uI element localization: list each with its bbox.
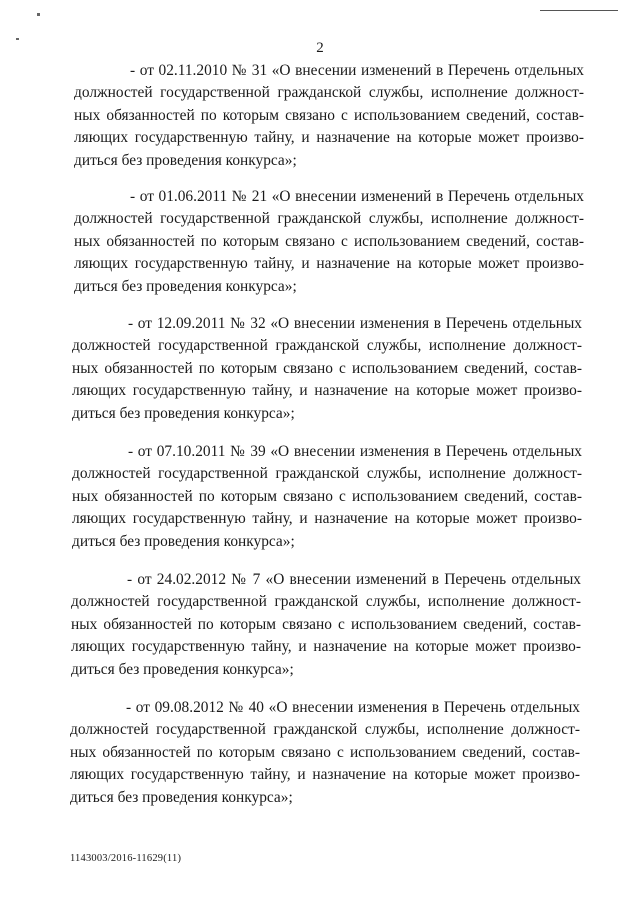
item-first-line: - от 07.10.2011 № 39 «О внесении изменения в Перечень отдельных [128, 443, 582, 460]
item-line: ных обязанностей по которым связано с использованием сведений, состав- [74, 106, 584, 124]
item-line: ных обязанностей по которым связано с использованием сведений, состав- [71, 615, 581, 633]
item-first-line: - от 02.11.2010 № 31 «О внесении изменений в Перечень отдельных [130, 62, 584, 79]
item-line: диться без проведения конкурса»; [71, 660, 294, 678]
item-line: диться без проведения конкурса»; [72, 532, 295, 550]
list-item [72, 313, 582, 425]
item-first-line: - от 01.06.2011 № 21 «О внесении изменений в Перечень отдельных [130, 188, 584, 205]
item-line: диться без проведения конкурса»; [74, 277, 297, 295]
item-line: должностей государственной гражданской службы, исполнение должност- [72, 465, 582, 483]
item-first-line: - от 09.08.2012 № 40 «О внесении изменения в Перечень отдельных [126, 699, 580, 716]
item-line: ных обязанностей по которым связано с использованием сведений, состав- [70, 743, 580, 761]
item-line: ляющих государственную тайну, и назначение на которые может произво- [74, 255, 584, 273]
item-line: ных обязанностей по которым связано с использованием сведений, состав- [74, 232, 584, 250]
item-line: ных обязанностей по которым связано с использованием сведений, состав- [72, 359, 582, 377]
item-line: ляющих государственную тайну, и назначение на которые может произво- [70, 766, 580, 784]
item-line: ляющих государственную тайну, и назначение на которые может произво- [72, 382, 582, 400]
item-line: диться без проведения конкурса»; [74, 151, 297, 169]
item-line: ляющих государственную тайну, и назначение на которые может произво- [71, 638, 581, 656]
item-line: диться без проведения конкурса»; [72, 404, 295, 422]
page-number: 2 [316, 40, 324, 56]
list-item [72, 441, 582, 553]
item-line: диться без проведения конкурса»; [70, 788, 293, 806]
list-item [74, 186, 584, 298]
list-item [74, 60, 584, 172]
item-first-line: - от 24.02.2012 № 7 «О внесении изменений в Перечень отдельных [127, 571, 581, 588]
item-line: ляющих государственную тайну, и назначение на которые может произво- [74, 129, 584, 147]
item-line: ных обязанностей по которым связано с использованием сведений, состав- [72, 487, 582, 505]
item-line: должностей государственной гражданской службы, исполнение должност- [74, 84, 584, 102]
list-item [70, 697, 580, 809]
scan-speck [37, 13, 40, 16]
item-line: должностей государственной гражданской службы, исполнение должност- [74, 210, 584, 228]
item-first-line: - от 12.09.2011 № 32 «О внесении изменения в Перечень отдельных [128, 315, 582, 332]
document-code: 1143003/2016-11629(11) [70, 853, 182, 864]
list-item [71, 569, 581, 681]
item-line: ляющих государственную тайну, и назначение на которые может произво- [72, 510, 582, 528]
item-line: должностей государственной гражданской службы, исполнение должност- [71, 593, 581, 611]
item-line: должностей государственной гражданской службы, исполнение должност- [72, 337, 582, 355]
header-rule [540, 10, 618, 11]
item-line: должностей государственной гражданской службы, исполнение должност- [70, 721, 580, 739]
